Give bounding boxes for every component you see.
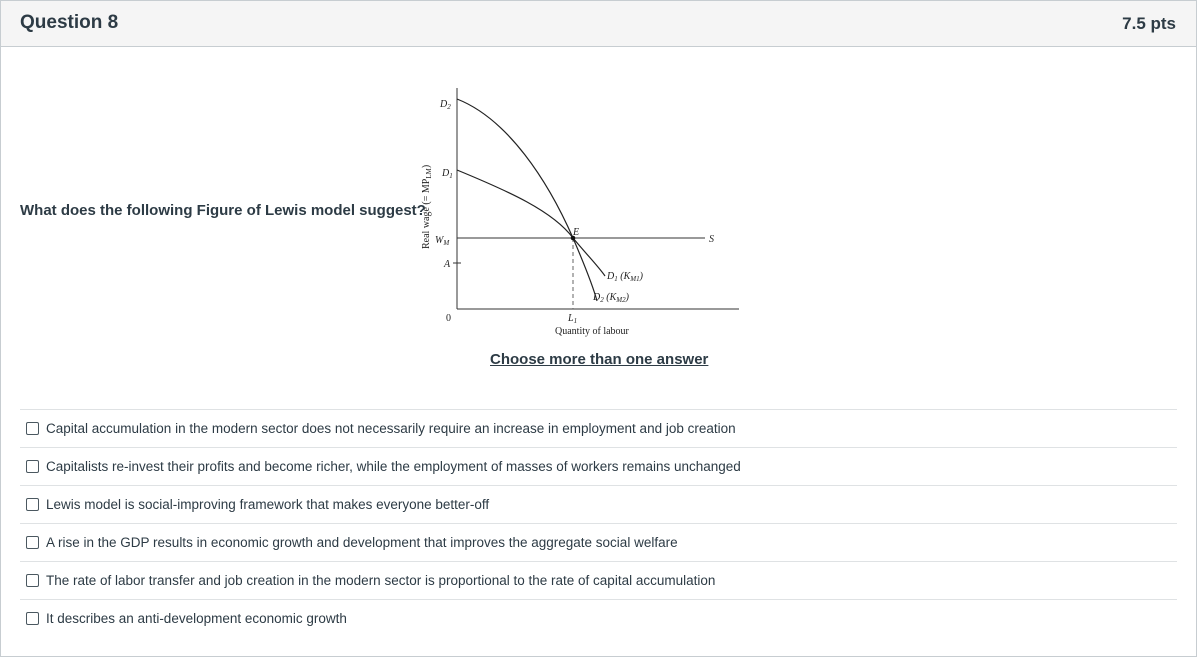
- label-wm: $W_M$: [435, 235, 450, 247]
- question-title: Question 8: [20, 12, 119, 33]
- answer-option[interactable]: [20, 599, 1177, 637]
- answer-checkbox[interactable]: [26, 422, 39, 435]
- label-l1: $L_1$: [568, 313, 578, 325]
- answer-option[interactable]: [20, 523, 1177, 561]
- answer-label[interactable]: The rate of labor transfer and job creation in the modern sector is proportional to the rate of capital accumulation: [46, 573, 716, 588]
- answer-label[interactable]: Capitalists re-invest their profits and become richer, while the employment of masses of workers remains unchanged: [46, 459, 741, 474]
- answer-checkbox[interactable]: [26, 612, 39, 625]
- answer-checkbox[interactable]: [26, 536, 39, 549]
- label-e: E: [573, 227, 580, 238]
- label-d1-km1: $D_1$ $(K_{M1})$: [607, 271, 643, 283]
- question-header: [1, 1, 1196, 47]
- label-s: S: [709, 234, 714, 245]
- answer-option[interactable]: [20, 447, 1177, 485]
- answer-label[interactable]: Capital accumulation in the modern sector does not necessarily require an increase in employment and job creation: [46, 421, 736, 436]
- label-d1: $D_1$: [442, 168, 453, 180]
- answer-option[interactable]: [20, 485, 1177, 523]
- choose-more-link[interactable]: Choose more than one answer: [490, 351, 709, 368]
- answer-list: [20, 409, 1177, 637]
- lewis-model-figure: [413, 81, 753, 343]
- question-points: 7.5 pts: [1122, 14, 1176, 33]
- answer-checkbox[interactable]: [26, 460, 39, 473]
- y-axis-label: Real wage (= $MP_{LM}$): [421, 164, 433, 249]
- label-a: A: [444, 259, 451, 270]
- answer-option[interactable]: [20, 561, 1177, 599]
- answer-checkbox[interactable]: [26, 574, 39, 587]
- answer-label[interactable]: Lewis model is social-improving framework that makes everyone better-off: [46, 497, 490, 512]
- answer-label[interactable]: It describes an anti-development economic growth: [46, 611, 347, 626]
- label-origin: 0: [446, 313, 451, 324]
- answer-checkbox[interactable]: [26, 498, 39, 511]
- answer-label[interactable]: A rise in the GDP results in economic growth and development that improves the aggregate social welfare: [46, 535, 678, 550]
- label-d2-km2: $D_2$ $(K_{M2})$: [593, 292, 629, 304]
- question-text: What does the following Figure of Lewis model suggest?: [20, 202, 426, 219]
- x-axis-label: Quantity of labour: [555, 326, 629, 337]
- label-d2: $D_2$: [440, 99, 451, 111]
- lewis-model-diagram: [413, 81, 753, 343]
- answer-option[interactable]: [20, 409, 1177, 447]
- demand-curve-d2: [457, 99, 597, 301]
